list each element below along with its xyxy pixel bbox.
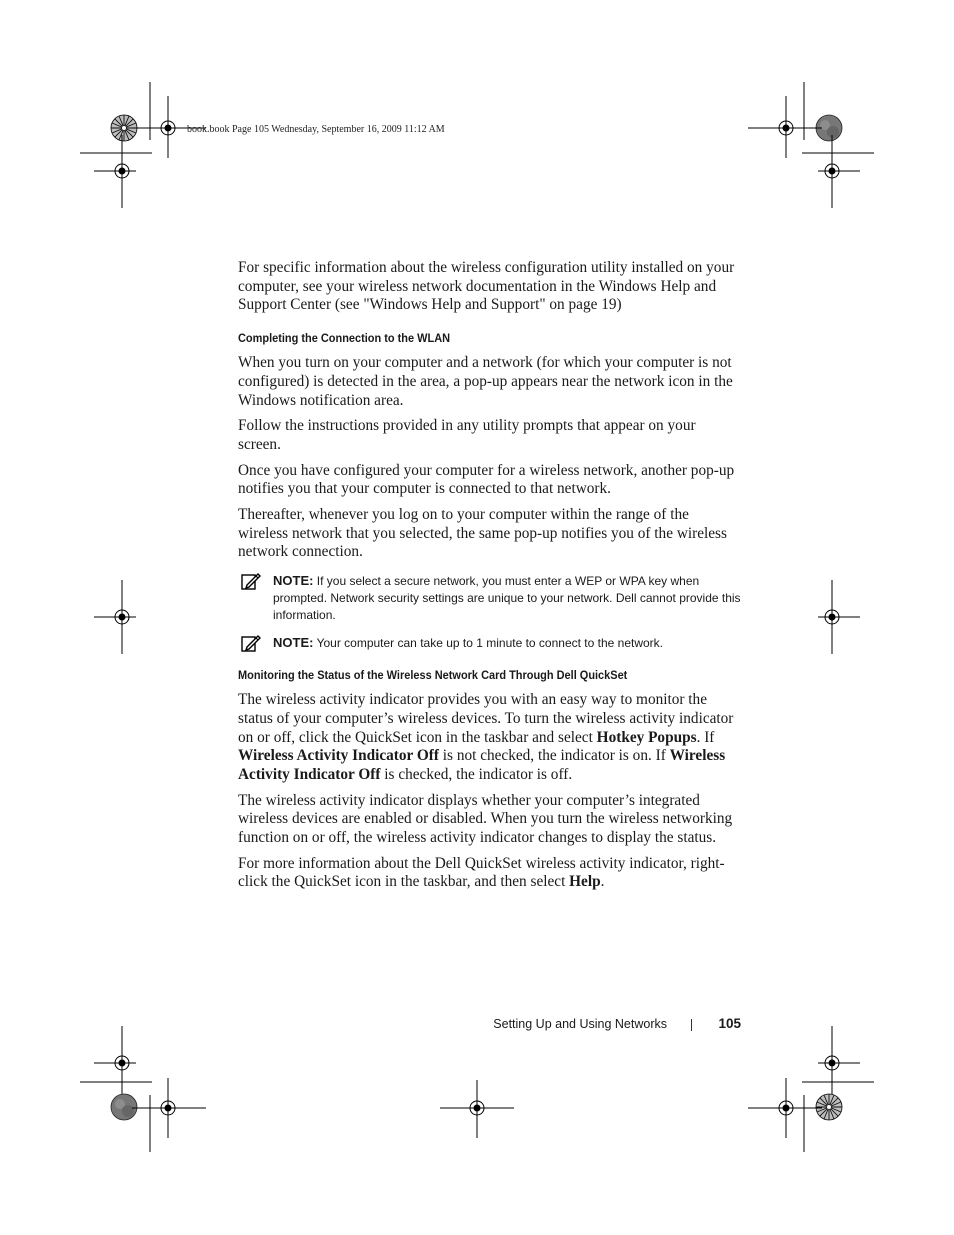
menu-term: Wireless Activity Indicator Off [238,747,439,765]
section-heading-monitoring: Monitoring the Status of the Wireless Network Card Through Dell QuickSet [238,668,628,683]
paragraph: When you turn on your computer and a network (for which your computer is not configured) is detected in the area, a pop-up appears near the network icon in the Windows notification area. [238,354,733,409]
print-slug: book.book Page 105 Wednesday, September 16, 2009 11:12 AM [187,124,445,135]
note-block [238,634,741,652]
pencil-note-icon [241,634,261,652]
intro-paragraph: For specific information about the wireless configuration utility installed on your computer, see your wireless network documentation in the Windows Help and Support Center (see "Windows Help and Support" on page 19) [238,259,735,314]
crosshair-registration-icon [467,1098,487,1118]
page-number: 105 [718,1016,741,1031]
text-run: For more information about the Dell QuickSet wireless activity indicator, right-click the QuickSet icon in the taskbar, and then select [238,854,725,891]
pencil-note-icon [241,572,261,590]
starburst-target-icon [111,1094,137,1120]
note-label: NOTE: [273,635,314,651]
page-footer [440,1015,741,1035]
paragraph: Follow the instructions provided in any utility prompts that appear on your screen. [238,417,696,453]
text-run: is not checked, the indicator is on. If [438,747,670,765]
crosshair-registration-icon [158,1098,178,1118]
paragraph: Once you have configured your computer for a wireless network, another pop-up notifies you that your computer is connected to that network. [238,461,735,498]
footer-section-title: Setting Up and Using Networks [493,1017,667,1031]
paragraph: The wireless activity indicator displays whether your computer’s integrated wireless devices are enabled or disabled. When you turn the wireless networking function on or off, the wireless activity indicator changes to display the status. [238,791,733,847]
text-run: The wireless activity indicator provides you with an easy way to monitor the status of your computer’s wireless devices. To turn the wireless activity indicator on or off, click the QuickSet icon in the taskbar and select [238,691,734,746]
crosshair-registration-icon [776,118,796,138]
crosshair-registration-icon [112,1053,132,1073]
menu-term: Wireless Activity Indicator Off [238,747,726,783]
footer-divider [691,1019,692,1031]
crosshair-registration-icon [822,161,842,181]
starburst-target-icon [816,1094,842,1120]
crosshair-registration-icon [158,118,178,138]
page-content [238,259,741,899]
note-label: NOTE: [273,573,314,589]
crosshair-registration-icon [776,1098,796,1118]
text-run: is checked, the indicator is off. [380,765,573,783]
section-heading-wlan: Completing the Connection to the WLAN [238,331,451,346]
note-text: If you select a secure network, you must enter a WEP or WPA key when prompted. Network security settings are unique to your network. Dell cannot provide this information. [273,574,741,623]
paragraph: Thereafter, whenever you log on to your computer within the range of the wireless network that you selected, the same pop-up notifies you of the wireless network connection. [238,506,727,561]
text-run: . If [696,728,715,746]
note-block [238,572,741,624]
paragraph [238,691,741,785]
crosshair-registration-icon [822,607,842,627]
crosshair-registration-icon [112,161,132,181]
crosshair-registration-icon [112,607,132,627]
menu-term: Help [569,873,601,891]
paragraph [238,855,741,892]
menu-term: Hotkey Popups [596,728,697,746]
crosshair-registration-icon [822,1053,842,1073]
text-run: . [600,873,605,891]
note-text: Your computer can take up to 1 minute to connect to the network. [313,636,663,651]
